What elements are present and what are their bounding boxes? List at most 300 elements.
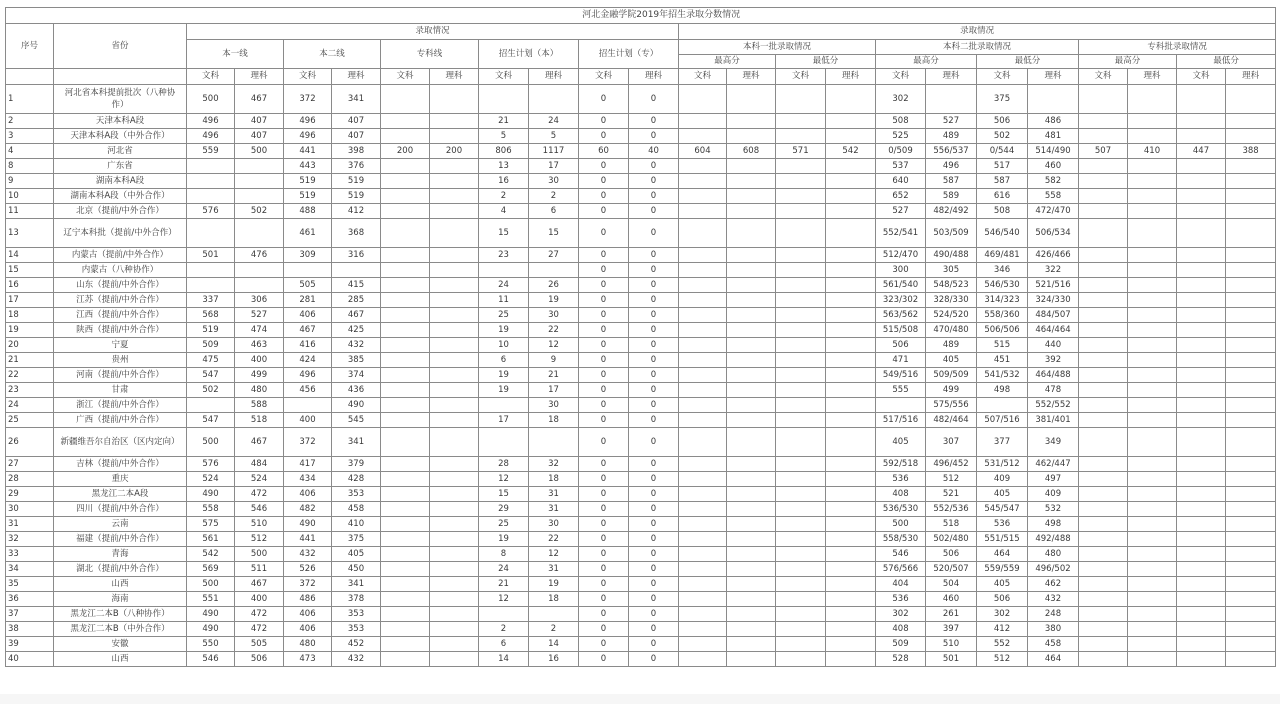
score-cell [727, 219, 776, 248]
score-cell: 432 [284, 547, 332, 562]
score-cell [430, 323, 479, 338]
score-cell: 0 [629, 85, 679, 114]
score-cell [1128, 263, 1177, 278]
score-cell: 0 [629, 577, 679, 592]
table-row [6, 607, 1276, 622]
score-cell [776, 637, 826, 652]
score-cell [1079, 487, 1128, 502]
score-cell [1079, 637, 1128, 652]
score-cell [1128, 114, 1177, 129]
score-cell: 0 [579, 428, 629, 457]
score-cell: 501 [926, 652, 977, 667]
score-cell [430, 652, 479, 667]
score-cell [1128, 398, 1177, 413]
score-cell: 0 [629, 189, 679, 204]
score-cell [727, 562, 776, 577]
score-cell: 502 [235, 204, 284, 219]
score-cell: 0 [629, 532, 679, 547]
score-cell [430, 338, 479, 353]
score-cell [1177, 323, 1226, 338]
score-cell [235, 174, 284, 189]
score-cell: 375 [332, 532, 381, 547]
score-cell: 458 [1028, 637, 1079, 652]
score-cell: 0 [579, 114, 629, 129]
score-cell: 510 [235, 517, 284, 532]
score-cell: 0 [579, 219, 629, 248]
score-cell: 555 [876, 383, 926, 398]
score-cell [381, 577, 430, 592]
score-cell [381, 547, 430, 562]
score-cell: 464 [977, 547, 1028, 562]
score-cell [381, 174, 430, 189]
table-row [6, 114, 1276, 129]
score-cell: 575/556 [926, 398, 977, 413]
score-cell [826, 457, 876, 472]
table-row [6, 174, 1276, 189]
score-cell: 496 [284, 129, 332, 144]
score-cell: 506 [977, 592, 1028, 607]
score-cell: 0 [629, 323, 679, 338]
score-cell [826, 637, 876, 652]
score-cell: 604 [679, 144, 727, 159]
table-row [6, 159, 1276, 174]
score-cell: 546 [187, 652, 235, 667]
score-cell: 496 [284, 114, 332, 129]
score-cell [1128, 159, 1177, 174]
score-cell: 407 [235, 114, 284, 129]
score-cell: 496 [187, 129, 235, 144]
row-province: 河北省 [54, 144, 187, 159]
score-cell [1079, 368, 1128, 383]
score-cell: 6 [529, 204, 579, 219]
score-cell: 484 [235, 457, 284, 472]
score-cell: 372 [284, 577, 332, 592]
score-cell [1177, 263, 1226, 278]
score-cell [1226, 383, 1276, 398]
score-cell: 541/532 [977, 368, 1028, 383]
row-province: 山西 [54, 577, 187, 592]
score-cell: 302 [977, 607, 1028, 622]
score-cell [1177, 383, 1226, 398]
score-cell [826, 398, 876, 413]
score-cell [1177, 502, 1226, 517]
score-cell: 0 [629, 413, 679, 428]
score-cell [1226, 562, 1276, 577]
score-cell [826, 174, 876, 189]
score-cell [1177, 159, 1226, 174]
score-cell: 406 [284, 308, 332, 323]
header-subject-arts: 文科 [284, 69, 332, 85]
row-index: 36 [6, 592, 54, 607]
score-cell [381, 502, 430, 517]
score-cell: 490 [187, 607, 235, 622]
header-subject-arts: 文科 [1079, 69, 1128, 85]
score-cell [776, 607, 826, 622]
score-cell [1177, 85, 1226, 114]
score-cell: 0 [629, 398, 679, 413]
score-cell [479, 428, 529, 457]
score-cell [1079, 278, 1128, 293]
row-province: 甘肃 [54, 383, 187, 398]
score-cell [381, 308, 430, 323]
score-cell: 499 [235, 368, 284, 383]
score-cell: 0/544 [977, 144, 1028, 159]
score-cell: 443 [284, 159, 332, 174]
table-row [6, 308, 1276, 323]
score-cell: 509/509 [926, 368, 977, 383]
row-province: 河北省本科提前批次（八种协作） [54, 85, 187, 114]
header-plan-college: 招生计划（专） [579, 40, 679, 69]
score-cell: 374 [332, 368, 381, 383]
score-cell [1079, 248, 1128, 263]
score-cell: 527 [926, 114, 977, 129]
score-cell [1226, 398, 1276, 413]
score-cell: 424 [284, 353, 332, 368]
score-cell: 504 [926, 577, 977, 592]
score-cell: 519 [284, 189, 332, 204]
score-cell [1226, 219, 1276, 248]
score-cell [1177, 487, 1226, 502]
score-cell: 407 [332, 114, 381, 129]
score-cell: 0 [629, 129, 679, 144]
score-cell: 0 [629, 248, 679, 263]
row-index: 26 [6, 428, 54, 457]
score-cell [1177, 189, 1226, 204]
score-cell: 353 [332, 607, 381, 622]
score-cell: 0 [579, 413, 629, 428]
score-cell: 385 [332, 353, 381, 368]
score-cell [1226, 85, 1276, 114]
score-cell [727, 607, 776, 622]
score-cell: 377 [977, 428, 1028, 457]
score-cell: 537 [876, 159, 926, 174]
header-max-score: 最高分 [876, 55, 977, 69]
score-cell: 515 [977, 338, 1028, 353]
score-cell [826, 204, 876, 219]
score-cell: 576/566 [876, 562, 926, 577]
score-cell: 426/466 [1028, 248, 1079, 263]
score-cell: 467 [235, 428, 284, 457]
score-cell: 328/330 [926, 293, 977, 308]
page-bottom-margin [0, 694, 1280, 704]
table-row [6, 338, 1276, 353]
header-blank [54, 69, 187, 85]
score-cell: 323/302 [876, 293, 926, 308]
score-cell: 300 [876, 263, 926, 278]
score-cell [1128, 219, 1177, 248]
score-cell [187, 278, 235, 293]
score-cell [826, 85, 876, 114]
row-index: 30 [6, 502, 54, 517]
score-cell [826, 368, 876, 383]
table-row [6, 368, 1276, 383]
score-cell: 486 [284, 592, 332, 607]
score-cell [1177, 129, 1226, 144]
score-cell [1226, 248, 1276, 263]
score-cell [776, 622, 826, 637]
score-cell [826, 592, 876, 607]
score-cell: 200 [430, 144, 479, 159]
header-min-score: 最低分 [1177, 55, 1276, 69]
score-cell: 0 [579, 502, 629, 517]
score-cell [826, 472, 876, 487]
row-province: 湖南本科A段（中外合作） [54, 189, 187, 204]
score-cell [1177, 353, 1226, 368]
row-province: 安徽 [54, 637, 187, 652]
score-cell: 547 [187, 368, 235, 383]
score-cell: 575 [187, 517, 235, 532]
score-cell [1177, 398, 1226, 413]
row-index: 18 [6, 308, 54, 323]
score-cell: 353 [332, 487, 381, 502]
score-cell: 512 [977, 652, 1028, 667]
score-cell: 521 [926, 487, 977, 502]
score-cell: 412 [332, 204, 381, 219]
score-cell: 441 [284, 144, 332, 159]
score-cell: 22 [529, 532, 579, 547]
score-cell [1128, 353, 1177, 368]
score-cell: 532 [1028, 502, 1079, 517]
score-cell [1177, 338, 1226, 353]
score-cell: 0 [579, 487, 629, 502]
score-cell [826, 383, 876, 398]
score-cell: 500 [235, 547, 284, 562]
score-cell [727, 204, 776, 219]
score-cell [1128, 607, 1177, 622]
score-cell [727, 652, 776, 667]
score-cell: 404 [876, 577, 926, 592]
header-max-score: 最高分 [679, 55, 776, 69]
score-cell: 458 [332, 502, 381, 517]
score-cell [727, 338, 776, 353]
score-cell [1177, 428, 1226, 457]
score-cell: 558 [187, 502, 235, 517]
score-cell: 0 [629, 293, 679, 308]
score-cell: 587 [926, 174, 977, 189]
row-province: 福建（提前/中外合作） [54, 532, 187, 547]
table-row [6, 204, 1276, 219]
score-cell: 498 [977, 383, 1028, 398]
score-cell [1079, 413, 1128, 428]
score-cell [679, 353, 727, 368]
score-cell: 22 [529, 323, 579, 338]
header-min-score: 最低分 [776, 55, 876, 69]
score-cell: 476 [235, 248, 284, 263]
score-cell [284, 263, 332, 278]
table-row [6, 278, 1276, 293]
score-cell: 248 [1028, 607, 1079, 622]
score-cell [1079, 517, 1128, 532]
score-cell: 2 [479, 189, 529, 204]
score-cell [1128, 637, 1177, 652]
score-cell [727, 159, 776, 174]
score-cell: 0 [579, 592, 629, 607]
score-cell: 400 [284, 413, 332, 428]
score-cell: 507 [1079, 144, 1128, 159]
score-cell: 306 [235, 293, 284, 308]
score-cell [727, 174, 776, 189]
score-cell [1226, 502, 1276, 517]
score-cell [826, 219, 876, 248]
score-cell: 547 [187, 413, 235, 428]
score-cell: 502 [977, 129, 1028, 144]
table-row [6, 413, 1276, 428]
score-cell [381, 263, 430, 278]
score-cell: 527 [235, 308, 284, 323]
score-cell: 2 [479, 622, 529, 637]
score-cell [381, 472, 430, 487]
row-province: 黑龙江二本B（八种协作） [54, 607, 187, 622]
score-cell [381, 592, 430, 607]
score-cell: 569 [187, 562, 235, 577]
score-cell: 559 [187, 144, 235, 159]
header-subject-science: 理科 [235, 69, 284, 85]
header-subject-science: 理科 [1028, 69, 1079, 85]
row-index: 40 [6, 652, 54, 667]
score-cell [1028, 85, 1079, 114]
score-cell [381, 487, 430, 502]
score-cell: 0 [579, 652, 629, 667]
score-cell: 372 [284, 85, 332, 114]
score-cell [1226, 263, 1276, 278]
score-cell [826, 502, 876, 517]
score-cell [1128, 622, 1177, 637]
score-cell: 13 [479, 159, 529, 174]
score-cell [479, 85, 529, 114]
score-cell [1128, 428, 1177, 457]
score-cell [776, 562, 826, 577]
score-cell: 484/507 [1028, 308, 1079, 323]
score-cell [1177, 413, 1226, 428]
score-cell: 305 [926, 263, 977, 278]
score-cell [776, 129, 826, 144]
score-cell: 19 [479, 532, 529, 547]
score-cell [776, 353, 826, 368]
score-cell [1128, 308, 1177, 323]
score-cell: 322 [1028, 263, 1079, 278]
score-cell: 519 [284, 174, 332, 189]
row-province: 青海 [54, 547, 187, 562]
score-cell: 302 [876, 85, 926, 114]
score-cell: 19 [479, 323, 529, 338]
score-cell [679, 308, 727, 323]
row-province: 湖南本科A段 [54, 174, 187, 189]
score-cell [381, 368, 430, 383]
score-cell [679, 278, 727, 293]
score-cell: 517/516 [876, 413, 926, 428]
score-cell [381, 85, 430, 114]
score-cell: 24 [479, 562, 529, 577]
row-province: 宁夏 [54, 338, 187, 353]
table-row [6, 457, 1276, 472]
score-cell [381, 293, 430, 308]
table-row [6, 85, 1276, 114]
score-cell [826, 622, 876, 637]
row-index: 27 [6, 457, 54, 472]
score-cell: 506/506 [977, 323, 1028, 338]
score-cell [727, 263, 776, 278]
table-row [6, 323, 1276, 338]
score-cell: 436 [332, 383, 381, 398]
score-cell [679, 652, 727, 667]
score-cell: 490 [284, 517, 332, 532]
score-cell [776, 85, 826, 114]
score-cell [776, 383, 826, 398]
score-cell: 506 [926, 547, 977, 562]
header-plan-group: 录取情况 [187, 24, 679, 40]
score-cell [430, 263, 479, 278]
row-province: 天津本科A段 [54, 114, 187, 129]
score-cell [679, 607, 727, 622]
row-province: 北京（提前/中外合作） [54, 204, 187, 219]
row-index: 15 [6, 263, 54, 278]
row-province: 江苏（提前/中外合作） [54, 293, 187, 308]
score-cell [1177, 278, 1226, 293]
score-cell [826, 159, 876, 174]
score-cell: 558/360 [977, 308, 1028, 323]
score-cell [1079, 457, 1128, 472]
score-cell: 307 [926, 428, 977, 457]
score-cell [1079, 308, 1128, 323]
score-cell: 486 [1028, 114, 1079, 129]
header-min-score: 最低分 [977, 55, 1079, 69]
score-cell [826, 577, 876, 592]
score-cell: 30 [529, 517, 579, 532]
score-cell [1128, 323, 1177, 338]
header-subject-arts: 文科 [679, 69, 727, 85]
score-cell [679, 413, 727, 428]
score-cell: 806 [479, 144, 529, 159]
score-cell: 506/534 [1028, 219, 1079, 248]
score-cell: 31 [529, 562, 579, 577]
score-cell [235, 159, 284, 174]
score-cell [727, 532, 776, 547]
score-cell [776, 652, 826, 667]
score-cell: 0 [579, 293, 629, 308]
score-cell [1226, 607, 1276, 622]
score-cell: 508 [977, 204, 1028, 219]
table-row [6, 248, 1276, 263]
score-cell [1177, 174, 1226, 189]
row-province: 四川（提前/中外合作） [54, 502, 187, 517]
score-cell: 30 [529, 398, 579, 413]
row-province: 重庆 [54, 472, 187, 487]
score-cell [826, 114, 876, 129]
score-cell: 510 [926, 637, 977, 652]
score-cell [679, 562, 727, 577]
score-cell [727, 413, 776, 428]
score-cell: 200 [381, 144, 430, 159]
score-cell [381, 383, 430, 398]
score-cell [381, 248, 430, 263]
score-cell: 542 [826, 144, 876, 159]
score-cell [1177, 577, 1226, 592]
score-cell [1079, 428, 1128, 457]
table-row [6, 502, 1276, 517]
header-subject-arts: 文科 [381, 69, 430, 85]
header-college-result: 专科批录取情况 [1079, 40, 1276, 55]
score-cell: 24 [479, 278, 529, 293]
score-cell [826, 517, 876, 532]
score-cell [381, 353, 430, 368]
score-cell [1177, 248, 1226, 263]
score-cell [430, 219, 479, 248]
score-cell [430, 532, 479, 547]
score-cell [430, 189, 479, 204]
score-cell [1128, 383, 1177, 398]
score-cell [430, 637, 479, 652]
score-cell: 461 [284, 219, 332, 248]
